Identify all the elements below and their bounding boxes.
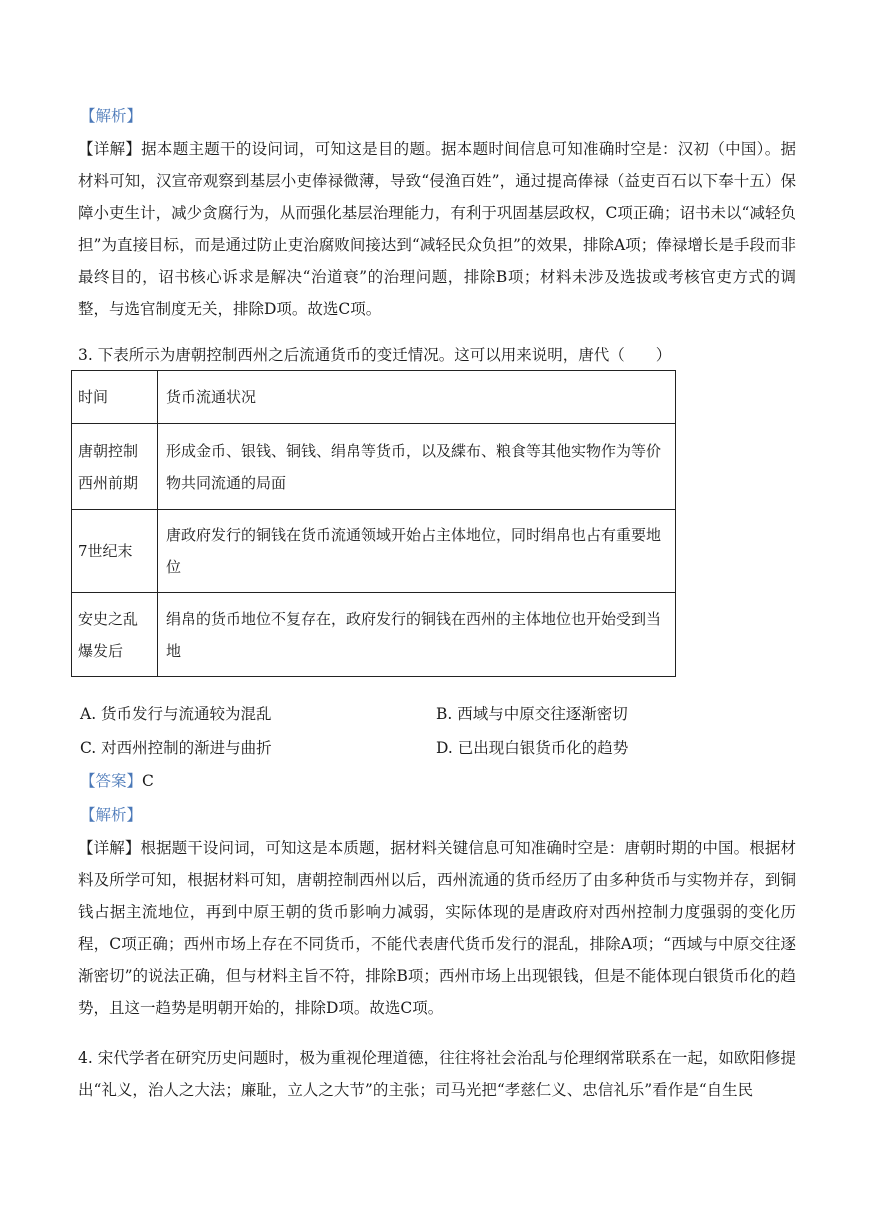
- detail-label: 【详解】: [78, 140, 142, 158]
- currency-table: [71, 370, 676, 677]
- detail-text: 据本题主题干的设问词，可知这是目的题。据本题时间信息可知准确时空是：汉初（中国）。据材料可知，汉宣帝观察到基层小吏俸禄微薄，导致“侵渔百姓”，通过提高俸禄（益吏百石以下奉十五）保障小吏生计，减少贪腐行为，从而强化基层治理能力，有利于巩固基层政权，C项正确；诏书未以“减轻负担”为直接目标，而是通过防止吏治腐败间接达到“减轻民众负担”的效果，排除A项；俸禄增长是手段而非最终目的，诏书核心诉求是解决“治道衰”的治理问题，排除B项；材料未涉及选拔或考核官吏方式的调整，与选官制度无关，排除D项。故选C项。: [78, 140, 796, 318]
- table-row: [72, 593, 676, 677]
- table-header-cell: 货币流通状况: [158, 371, 676, 424]
- table-cell-status: 绢帛的货币地位不复存在，政府发行的铜钱在西州的主体地位也开始受到当地: [158, 593, 676, 677]
- table-cell-period: 唐朝控制西州前期: [72, 424, 158, 510]
- option-b: B. 西域与中原交往逐渐密切: [436, 705, 628, 723]
- question-3-stem: 3. 下表所示为唐朝控制西州之后流通货币的变迁情况。这可以用来说明，唐代（ ）: [78, 346, 672, 364]
- table-cell-status: 唐政府发行的铜钱在货币流通领域开始占主体地位，同时绢帛也占有重要地位: [158, 510, 676, 593]
- table-header-row: [72, 371, 676, 424]
- table-header-cell: 时间: [72, 371, 158, 424]
- table-cell-period: 安史之乱爆发后: [72, 593, 158, 677]
- detail-label: 【详解】: [78, 839, 141, 857]
- detail-paragraph: [78, 832, 796, 1024]
- question-4-stem: 4. 宋代学者在研究历史问题时，极为重视伦理道德，往往将社会治乱与伦理纲常联系在一起，如欧阳修提出“礼义，治人之大法；廉耻，立人之大节”的主张；司马光把“孝慈仁义、忠信礼乐”看作是“自生民: [78, 1049, 796, 1099]
- option-a: A. 货币发行与流通较为混乱: [80, 705, 272, 723]
- option-d: D. 已出现白银货币化的趋势: [436, 739, 629, 757]
- answer-label: 【答案】: [80, 772, 143, 790]
- analysis-label: 【解析】: [80, 107, 143, 125]
- table-cell-status: 形成金币、银钱、铜钱、绢帛等货币，以及緤布、粮食等其他实物作为等价物共同流通的局面: [158, 424, 676, 510]
- table-row: [72, 424, 676, 510]
- detail-text: 根据题干设问词，可知这是本质题，据材料关键信息可知准确时空是：唐朝时期的中国。根据材料及所学可知，根据材料可知，唐朝控制西州以后，西州流通的货币经历了由多种货币与实物并存，到铜钱占据主流地位，再到中原王朝的货币影响力减弱，实际体现的是唐政府对西州控制力度强弱的变化历程，C项正确；西州市场上存在不同货币，不能代表唐代货币发行的混乱，排除A项；“西域与中原交往逐渐密切”的说法正确，但与材料主旨不符，排除B项；西州市场上出现银钱，但是不能体现白银货币化的趋势，且这一趋势是明朝开始的，排除D项。故选C项。: [78, 839, 796, 1017]
- option-c: C. 对西州控制的渐进与曲折: [80, 739, 272, 757]
- table-cell-period: 7世纪末: [72, 510, 158, 593]
- table-row: [72, 510, 676, 593]
- answer-value: C: [142, 772, 154, 790]
- detail-paragraph: [78, 133, 796, 325]
- answer-line: [80, 769, 154, 793]
- analysis-label: 【解析】: [80, 806, 143, 824]
